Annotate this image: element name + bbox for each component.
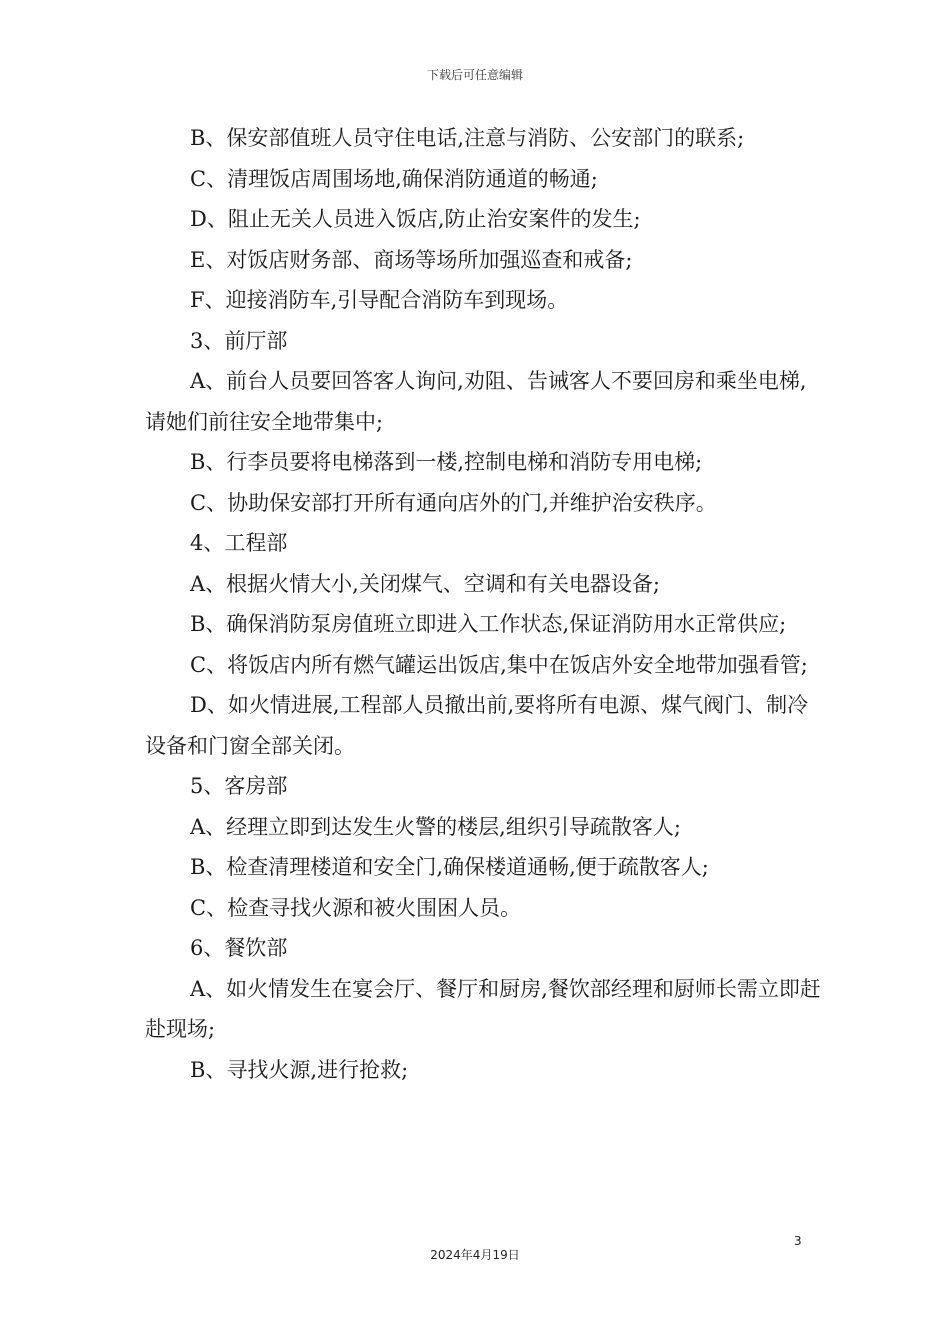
paragraph-front-office-c: C、协助保安部打开所有通向店外的门,并维护治安秩序。 — [190, 490, 717, 515]
section-heading-food-beverage: 6、餐饮部 — [190, 936, 288, 960]
section-heading-housekeeping: 5、客房部 — [190, 774, 288, 798]
paragraph-security-c: C、清理饭店周围场地,确保消防通道的畅通; — [190, 166, 598, 191]
paragraph-engineering-a: A、根据火情大小,关闭煤气、空调和有关电器设备; — [190, 571, 660, 596]
page-header: 下载后可任意编辑 — [426, 68, 523, 82]
paragraph-engineering-c: C、将饭店内所有燃气罐运出饭店,集中在饭店外安全地带加强看管; — [190, 652, 808, 677]
paragraph-housekeeping-c: C、检查寻找火源和被火围困人员。 — [190, 895, 522, 920]
paragraph-housekeeping-b: B、检查清理楼道和安全门,确保楼道通畅,便于疏散客人; — [190, 855, 709, 879]
section-heading-engineering: 4、工程部 — [190, 531, 288, 555]
paragraph-housekeeping-a: A、经理立即到达发生火警的楼层,组织引导疏散客人; — [190, 814, 681, 839]
paragraph-security-d: D、阻止无关人员进入饭店,防止治安案件的发生; — [190, 207, 641, 231]
paragraph-engineering-d: D、如火情进展,工程部人员撤出前,要将所有电源、煤气阀门、制冷设备和门窗全部关闭。 — [145, 693, 809, 758]
paragraph-engineering-b: B、确保消防泵房值班立即进入工作状态,保证消防用水正常供应; — [190, 612, 787, 636]
paragraph-front-office-a: A、前台人员要回答客人询问,劝阻、告诫客人不要回房和乘坐电梯,请她们前往安全地带集中; — [145, 369, 807, 434]
page-number: 3 — [794, 1234, 802, 1248]
footer-date: 2024年4月19日 — [430, 1248, 520, 1262]
paragraph-security-e: E、对饭店财务部、商场等场所加强巡查和戒备; — [190, 247, 633, 272]
document-body — [145, 118, 825, 1090]
paragraph-security-b: B、保安部值班人员守住电话,注意与消防、公安部门的联系; — [190, 126, 745, 150]
section-heading-front-office: 3、前厅部 — [190, 328, 288, 353]
paragraph-food-beverage-a: A、如火情发生在宴会厅、餐厅和厨房,餐饮部经理和厨师长需立即赶赴现场; — [145, 976, 821, 1041]
paragraph-front-office-b: B、行李员要将电梯落到一楼,控制电梯和消防专用电梯; — [190, 450, 703, 474]
paragraph-food-beverage-b: B、寻找火源,进行抢救; — [190, 1057, 409, 1082]
paragraph-security-f: F、迎接消防车,引导配合消防车到现场。 — [190, 288, 569, 312]
